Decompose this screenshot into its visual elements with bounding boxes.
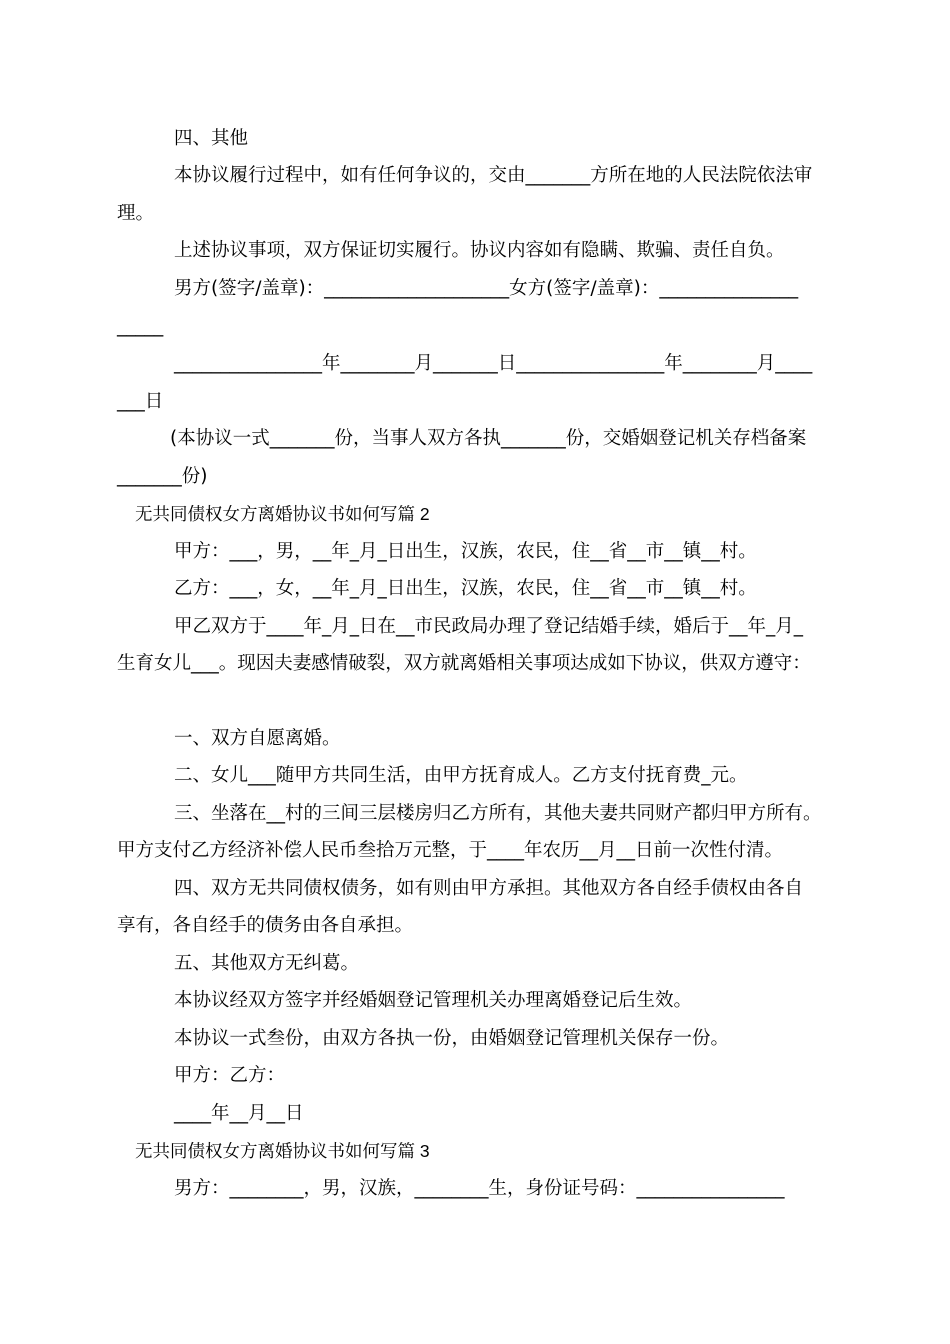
party-signatures: 甲方：乙方： bbox=[174, 1065, 286, 1086]
date-line-1: ________________年________月_______日________________年________月____ bbox=[174, 353, 813, 374]
clause-4-line-1: 四、双方无共同债权债务，如有则由甲方承担。其他双方各自经手债权由各自 bbox=[174, 878, 804, 899]
copies-clause: 本协议一式叁份，由双方各执一份，由婚姻登记管理机关保存一份。 bbox=[174, 1028, 730, 1049]
clause-3-line-1: 三、坐落在__村的三间三层楼房归乙方所有，其他夫妻共同财产都归甲方所有。 bbox=[174, 803, 822, 824]
marriage-line-2: 生育女儿___。现因夫妻感情破裂，双方就离婚相关事项达成如下协议，供双方遵守： bbox=[117, 653, 811, 674]
clause-3-line-2: 甲方支付乙方经济补偿人民币叁拾万元整，于____年农历__月__日前一次性付清。 bbox=[117, 840, 784, 861]
copies-clause-line-1: (本协议一式_______份，当事人双方各执_______份，交婚姻登记机关存档备案 bbox=[170, 428, 807, 449]
dispute-clause-line-2: 理。 bbox=[117, 203, 155, 224]
date-line-2: ___日 bbox=[117, 391, 164, 412]
clause-5: 五、其他双方无纠葛。 bbox=[174, 953, 360, 974]
marriage-line-1: 甲乙双方于____年_月_日在__市民政局办理了登记结婚手续，婚后于__年_月_ bbox=[174, 616, 804, 637]
effective-clause: 本协议经双方签字并经婚姻登记管理机关办理离婚登记后生效。 bbox=[174, 990, 693, 1011]
copies-clause-line-2: _______份) bbox=[117, 466, 208, 487]
part3-heading: 无共同债权女方离婚协议书如何写篇 3 bbox=[135, 1141, 430, 1161]
signature-line-2: _____ bbox=[117, 316, 164, 337]
clause-4-line-2: 享有，各自经手的债务由各自承担。 bbox=[117, 915, 414, 936]
male-party-info: 男方：________，男，汉族，________生，身份证号码：________________ bbox=[174, 1178, 785, 1199]
party-a-info: 甲方：___，男，__年_月_日出生，汉族，农民，住__省__市__镇__村。 bbox=[174, 541, 757, 562]
signing-date: ____年__月__日 bbox=[174, 1103, 304, 1124]
signature-line-1: 男方(签字/盖章)：____________________女方(签字/盖章)：_______________ bbox=[174, 278, 799, 299]
dispute-clause-line-1: 本协议履行过程中，如有任何争议的，交由_______方所在地的人民法院依法审 bbox=[174, 165, 813, 186]
clause-1: 一、双方自愿离婚。 bbox=[174, 728, 341, 749]
clause-2: 二、女儿___随甲方共同生活，由甲方抚育成人。乙方支付抚育费_元。 bbox=[174, 765, 748, 786]
section-title-other: 四、其他 bbox=[174, 128, 249, 149]
party-b-info: 乙方：___，女，__年_月_日出生，汉族，农民，住__省__市__镇__村。 bbox=[174, 578, 757, 599]
part2-heading: 无共同债权女方离婚协议书如何写篇 2 bbox=[135, 504, 430, 524]
guarantee-clause: 上述协议事项，双方保证切实履行。协议内容如有隐瞒、欺骗、责任自负。 bbox=[174, 240, 785, 261]
